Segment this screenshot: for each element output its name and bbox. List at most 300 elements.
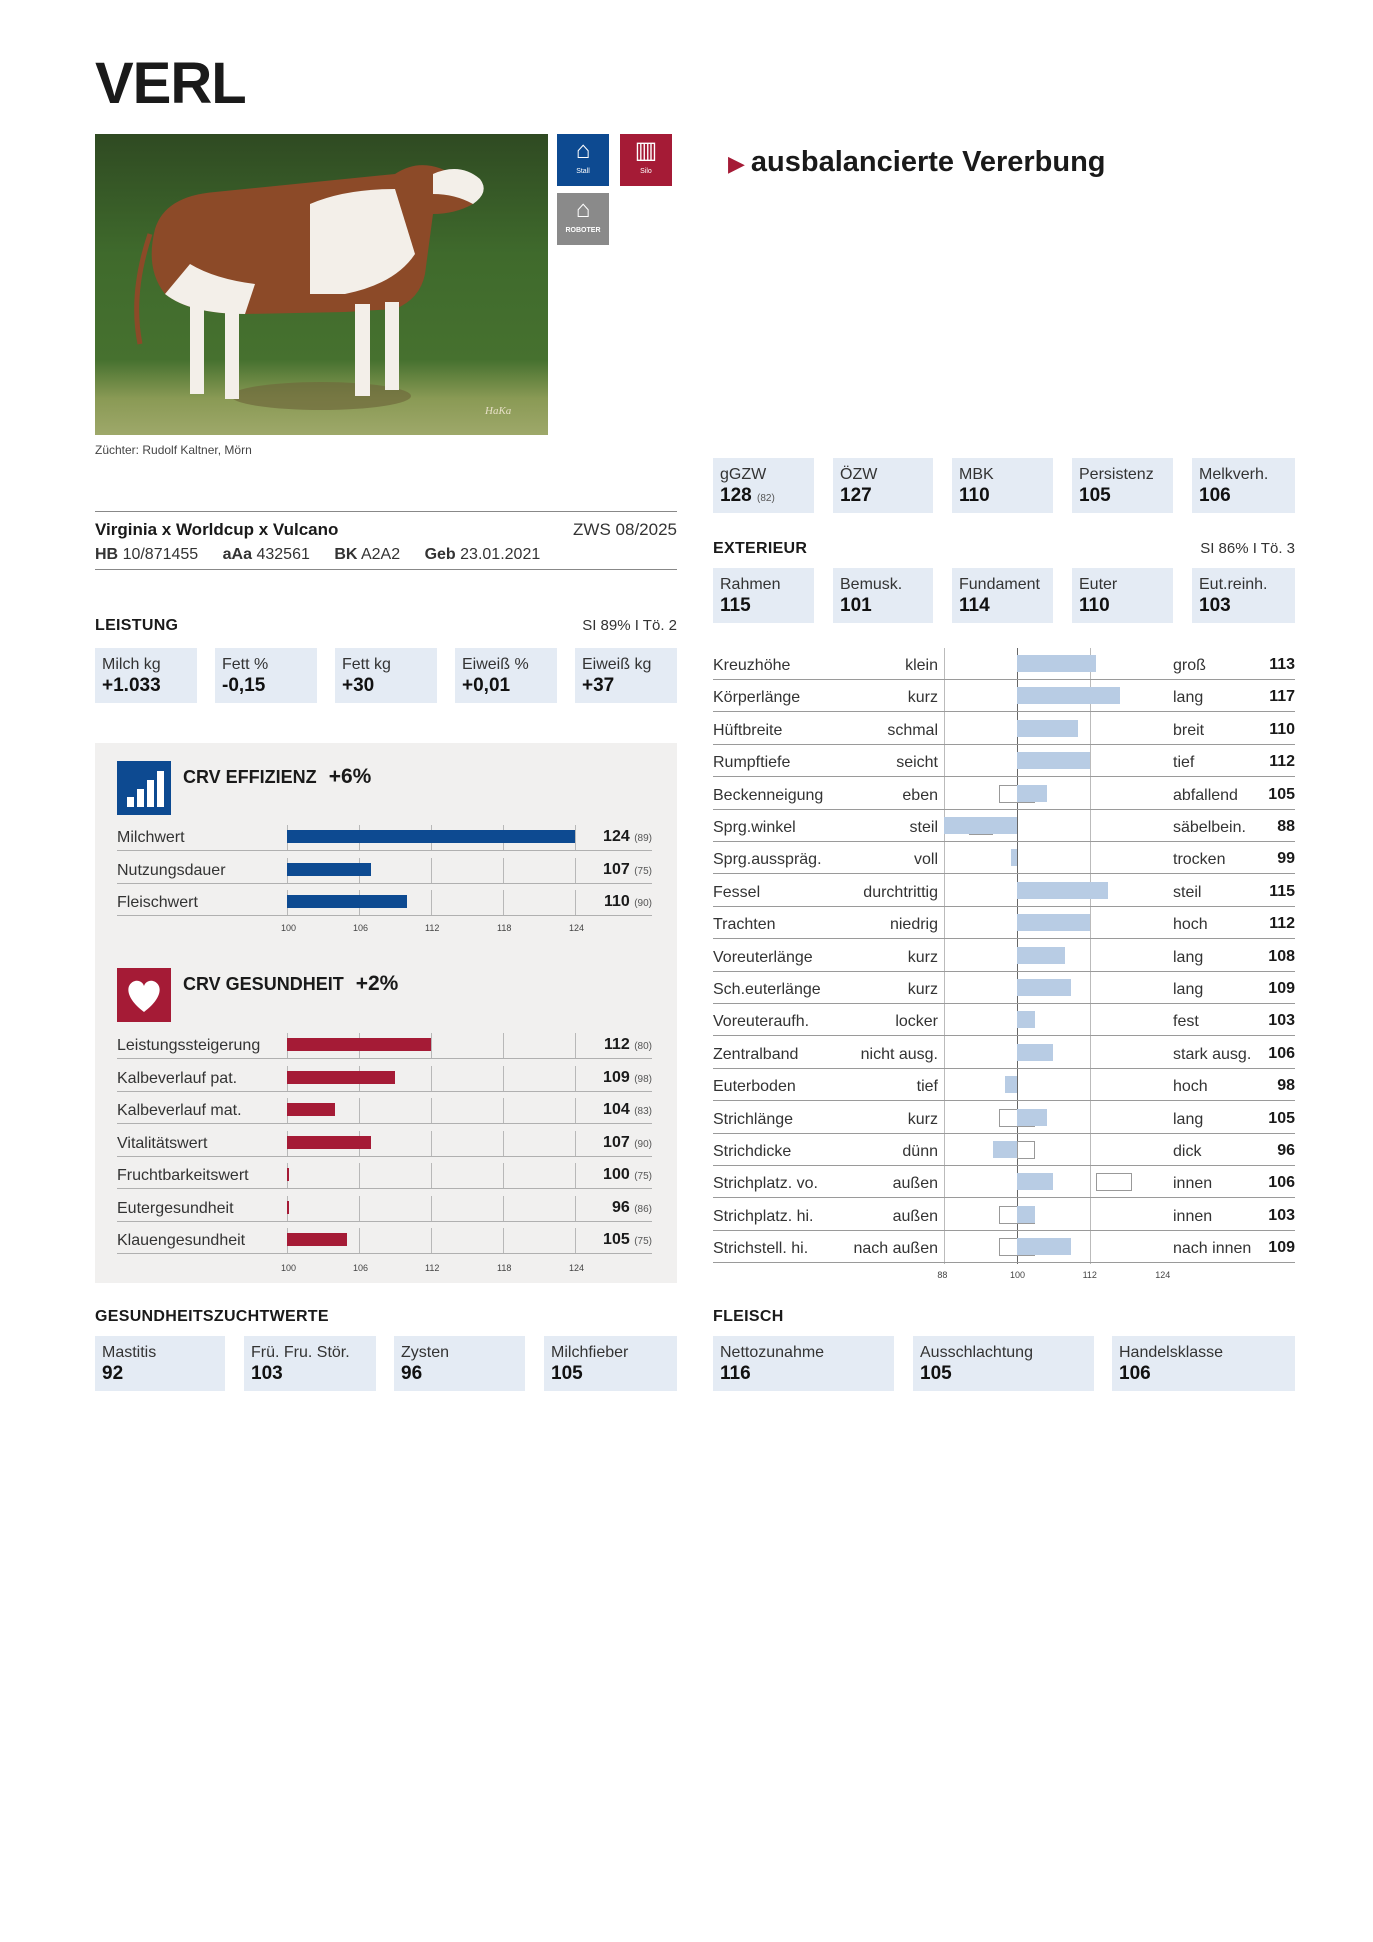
gesundheit-row-track — [287, 1098, 575, 1123]
linear-row — [713, 778, 1295, 810]
ext-bemusk — [833, 568, 933, 623]
box-label: gGZW — [720, 466, 767, 483]
gesundheit-row-track — [287, 1163, 575, 1188]
grid-line — [503, 1163, 504, 1188]
gesundheit-row — [117, 1163, 652, 1189]
leistung-si: SI 89% I Tö. 2 — [582, 617, 677, 634]
linear-trait-label: Fessel — [713, 883, 761, 901]
leistung-milch-kg — [95, 648, 197, 703]
box-label: Frü. Fru. Stör. — [251, 1344, 350, 1361]
ext-fundament — [952, 568, 1053, 623]
effizienz-row-value — [603, 828, 652, 846]
linear-low-label: kurz — [907, 1110, 938, 1128]
heart-icon — [117, 968, 171, 1022]
linear-high-label: tief — [1173, 754, 1195, 772]
grid-line — [431, 1228, 432, 1253]
ext-eutreinh — [1192, 568, 1295, 623]
crv-panel — [95, 743, 677, 1283]
box-value: 115 — [720, 595, 751, 616]
badge-caption: Stall — [576, 168, 590, 175]
linear-bar — [1017, 1206, 1035, 1223]
linear-value: 110 — [1269, 720, 1295, 738]
linear-trait-label: Euterboden — [713, 1078, 796, 1096]
linear-value: 105 — [1268, 1109, 1295, 1127]
linear-row — [713, 1199, 1295, 1231]
triangle-icon: ▶ — [728, 151, 745, 176]
linear-value: 105 — [1268, 785, 1295, 803]
effizienz-tick-label: 112 — [425, 923, 440, 933]
index-ggzw — [713, 458, 814, 513]
grid-line — [575, 858, 576, 883]
linear-high-label: nach innen — [1173, 1240, 1252, 1258]
index-reliability: (82) — [756, 493, 775, 504]
photo-credit: Züchter: Rudolf Kaltner, Mörn — [95, 443, 252, 457]
effizienz-row-label: Milchwert — [117, 829, 185, 846]
linear-trait-label: Körperlänge — [713, 689, 801, 707]
effizienz-row-value — [604, 893, 652, 911]
grid-line — [575, 1033, 576, 1058]
linear-high-label: groß — [1173, 657, 1206, 674]
fleisch-handelsklasse — [1112, 1336, 1295, 1391]
value-text: 96 — [611, 1198, 630, 1216]
box-label: Eiweiß kg — [582, 656, 652, 673]
aaa-label: aAa — [222, 546, 253, 563]
gesundheit-bar — [287, 1168, 289, 1181]
box-label: ÖZW — [840, 466, 878, 483]
box-value: 114 — [959, 595, 990, 616]
linear-high-label: lang — [1173, 689, 1204, 707]
box-value: 106 — [1119, 1363, 1151, 1384]
gesundheit-title — [183, 972, 398, 996]
box-label: Rahmen — [720, 576, 781, 593]
linear-low-label: nicht ausg. — [860, 1045, 938, 1063]
reliability: (80) — [634, 1041, 652, 1052]
linear-low-label: niedrig — [889, 916, 938, 934]
grid-line — [503, 890, 504, 915]
linear-row — [713, 1069, 1295, 1101]
linear-trait-label: Kreuzhöhe — [713, 657, 791, 674]
linear-bar — [993, 1141, 1017, 1158]
linear-bar — [1017, 752, 1090, 769]
gesundheit-bar — [287, 1201, 289, 1214]
ext-euter — [1072, 568, 1173, 623]
grid-line — [431, 1033, 432, 1058]
gesundheit-row — [117, 1098, 652, 1124]
box-label: Fett % — [222, 656, 269, 673]
linear-row — [713, 875, 1295, 907]
box-value: 103 — [251, 1363, 283, 1384]
gesundheit-title-text: CRV GESUNDHEIT — [183, 974, 344, 994]
index-mbk — [952, 458, 1053, 513]
effizienz-row — [117, 890, 652, 916]
gesundheit-row — [117, 1131, 652, 1157]
linear-high-label: steil — [1173, 883, 1202, 901]
gesundheit-row — [117, 1196, 652, 1222]
grid-line — [431, 1131, 432, 1156]
gesundheit-row — [117, 1228, 652, 1254]
gesundheitszuchtwerte-title: GESUNDHEITSZUCHTWERTE — [95, 1308, 329, 1325]
linear-low-label: steil — [909, 819, 938, 836]
linear-bar — [1017, 1238, 1071, 1255]
linear-value: 96 — [1277, 1142, 1295, 1159]
gesundheit-tick-label: 106 — [353, 1263, 369, 1273]
linear-row — [713, 1037, 1295, 1069]
grid-line — [359, 1196, 360, 1221]
linear-row — [713, 745, 1295, 777]
linear-value: 112 — [1269, 753, 1295, 771]
box-label: Mastitis — [102, 1344, 157, 1361]
box-value: 105 — [920, 1363, 952, 1384]
gesundheit-tick-label: 124 — [569, 1263, 585, 1273]
linear-high-label: fest — [1173, 1013, 1199, 1031]
gzw-mastitis — [95, 1336, 225, 1391]
linear-bar — [1017, 655, 1096, 672]
grid-line — [503, 1131, 504, 1156]
linear-bar — [1017, 1109, 1047, 1126]
linear-row — [713, 1134, 1295, 1166]
linear-high-label: säbelbein. — [1173, 819, 1246, 836]
linear-low-label: eben — [902, 786, 938, 804]
index-value: 128 — [720, 485, 752, 506]
linear-low-label: locker — [895, 1013, 938, 1031]
linear-row — [713, 1102, 1295, 1134]
exterieur-title: EXTERIEUR — [713, 540, 808, 557]
box-label: Zysten — [401, 1344, 450, 1361]
linear-high-label: breit — [1173, 721, 1205, 739]
gesundheit-row-label: Kalbeverlauf mat. — [117, 1102, 242, 1119]
box-value: 127 — [840, 485, 872, 506]
box-value: 101 — [840, 595, 872, 616]
gesundheit-row-label: Leistungssteigerung — [117, 1037, 261, 1054]
value-text: 124 — [603, 828, 630, 845]
linear-trait-label: Zentralband — [713, 1045, 799, 1063]
value-text: 107 — [603, 860, 630, 878]
linear-row — [713, 1004, 1295, 1036]
headline-text: ausbalancierte Vererbung — [750, 146, 1106, 178]
box-label: Melkverh. — [1199, 466, 1269, 483]
effizienz-tick-label: 118 — [497, 923, 512, 933]
linear-value: 103 — [1268, 1012, 1295, 1030]
reliability: (90) — [634, 1138, 652, 1150]
bull-name-title: VERL — [95, 51, 246, 116]
box-label: Fundament — [959, 576, 1040, 593]
hb-number: 10/871455 — [122, 546, 199, 563]
linear-low-label: schmal — [887, 721, 938, 739]
heart-icon-box — [117, 968, 171, 1022]
box-value: 110 — [959, 485, 990, 506]
linear-trait-label: Voreuterlänge — [713, 948, 813, 966]
grid-line — [431, 890, 432, 915]
linear-trait-label: Strichdicke — [713, 1143, 792, 1160]
bull-illustration — [95, 134, 548, 435]
linear-value: 106 — [1268, 1044, 1295, 1062]
linear-high-label: hoch — [1173, 1078, 1208, 1096]
box-value: +1.033 — [102, 675, 161, 696]
linear-high-label: trocken — [1173, 851, 1226, 869]
linear-low-label: außen — [892, 1175, 938, 1193]
box-label: Eut.reinh. — [1199, 576, 1268, 593]
gesundheit-row-label: Fruchtbarkeitswert — [117, 1167, 249, 1184]
value-text: 112 — [603, 1036, 630, 1053]
bk-value: A2A2 — [360, 546, 401, 563]
gesundheit-tick-label: 100 — [281, 1263, 297, 1273]
effizienz-percent: +6% — [328, 765, 372, 788]
effizienz-tick-label: 106 — [353, 923, 369, 933]
grid-line — [503, 1196, 504, 1221]
grid-line — [503, 1066, 504, 1091]
effizienz-row-track — [287, 825, 575, 850]
value-text: 109 — [603, 1068, 630, 1086]
gesundheit-percent: +2% — [355, 972, 399, 995]
linear-low-label: kurz — [907, 689, 938, 707]
effizienz-row — [117, 858, 652, 884]
linear-high-label: lang — [1173, 1110, 1204, 1128]
linear-high-label: dick — [1173, 1143, 1202, 1160]
exterieur-si: SI 86% I Tö. 3 — [1200, 540, 1295, 557]
grid-line — [575, 1098, 576, 1123]
gesundheit-bar — [287, 1233, 347, 1246]
box-value: 105 — [551, 1363, 583, 1384]
linear-row — [713, 907, 1295, 939]
grid-line — [503, 1033, 504, 1058]
box-value: 116 — [720, 1363, 751, 1384]
linear-high-label: innen — [1173, 1207, 1213, 1225]
divider — [95, 511, 677, 512]
grid-line — [575, 825, 576, 850]
linear-value: 112 — [1269, 915, 1295, 933]
box-label: Fett kg — [342, 656, 391, 673]
gesundheit-row — [117, 1033, 652, 1059]
effizienz-row-label: Nutzungsdauer — [117, 861, 226, 879]
linear-high-label: lang — [1173, 948, 1204, 966]
index-ozw — [833, 458, 933, 513]
linear-trait-label: Strichplatz. vo. — [713, 1175, 818, 1193]
linear-low-label: klein — [905, 657, 938, 674]
identifiers — [95, 546, 540, 564]
gesundheit-row — [117, 1066, 652, 1092]
linear-bar — [1011, 849, 1017, 866]
gesundheit-tick-label: 112 — [425, 1263, 440, 1273]
gesundheit-row-value — [603, 1231, 652, 1249]
linear-high-label: lang — [1173, 981, 1204, 998]
linear-row — [713, 648, 1295, 680]
linear-low-label: seicht — [896, 754, 938, 772]
linear-row — [713, 1166, 1295, 1198]
reliability: (83) — [634, 1106, 652, 1117]
gesundheit-row-value — [603, 1166, 652, 1184]
linear-low-label: kurz — [907, 981, 938, 998]
linear-tick-label: 100 — [1010, 1269, 1026, 1280]
grid-line — [503, 1098, 504, 1123]
svg-text:HaKa: HaKa — [485, 405, 512, 417]
linear-value: 99 — [1277, 850, 1295, 868]
linear-value: 98 — [1277, 1077, 1295, 1095]
linear-low-label: kurz — [907, 948, 938, 966]
value-text: 100 — [603, 1166, 630, 1183]
effizienz-tick-label: 100 — [281, 923, 297, 933]
box-value: 92 — [102, 1363, 124, 1384]
box-value: +0,01 — [462, 675, 511, 696]
linear-optimum-box — [1096, 1173, 1132, 1191]
hb-label: HB — [95, 546, 119, 563]
box-label: Nettozunahme — [720, 1344, 825, 1361]
grid-line — [431, 1098, 432, 1123]
box-label: Ausschlachtung — [920, 1344, 1033, 1361]
reliability: (75) — [634, 865, 652, 877]
linear-value: 109 — [1268, 980, 1295, 997]
fleisch-ausschlachtung — [913, 1336, 1094, 1391]
grid-line — [575, 1131, 576, 1156]
linear-row — [713, 972, 1295, 1004]
value-text: 105 — [603, 1231, 630, 1248]
linear-trait-label: Strichplatz. hi. — [713, 1207, 814, 1225]
birth-date: 23.01.2021 — [460, 546, 541, 563]
linear-tick-label: 112 — [1082, 1269, 1097, 1280]
grid-line — [431, 1163, 432, 1188]
box-value: +37 — [582, 675, 615, 696]
linear-value: 88 — [1277, 818, 1295, 835]
gesundheit-bar — [287, 1038, 431, 1051]
linear-low-label: voll — [913, 851, 938, 869]
box-value: 103 — [1199, 595, 1231, 616]
gzw-milchfieber — [544, 1336, 677, 1391]
gesundheit-row-value — [604, 1036, 652, 1054]
linear-tick-label: 124 — [1155, 1269, 1171, 1280]
linear-bar — [1005, 1076, 1017, 1093]
linear-bar — [944, 817, 1017, 834]
gzw-zysten — [394, 1336, 525, 1391]
badge-caption: Silo — [640, 168, 652, 175]
leistung-eiweiss-kg — [575, 648, 677, 703]
box-value: 106 — [1199, 485, 1231, 506]
gzw-frue-fru-stoer — [244, 1336, 376, 1391]
box-label: MBK — [959, 466, 994, 483]
linear-row — [713, 842, 1295, 874]
grid-line — [359, 1098, 360, 1123]
linear-row — [713, 810, 1295, 842]
reliability: (90) — [634, 898, 652, 909]
linear-bar — [1017, 947, 1065, 964]
divider — [95, 569, 677, 570]
grid-line — [575, 1228, 576, 1253]
box-label: Persistenz — [1079, 466, 1154, 483]
linear-value: 108 — [1268, 947, 1295, 965]
zws-date: ZWS 08/2025 — [573, 520, 677, 539]
linear-row — [713, 1231, 1295, 1263]
robot-icon: ⌂ — [575, 196, 591, 223]
bk-label: BK — [334, 546, 358, 563]
leistung-title: LEISTUNG — [95, 617, 179, 634]
box-label: Bemusk. — [840, 576, 903, 593]
linear-trait-label: Beckenneigung — [713, 786, 824, 804]
fleisch-nettozunahme — [713, 1336, 894, 1391]
linear-value: 109 — [1268, 1239, 1295, 1257]
linear-trait-label: Trachten — [713, 916, 776, 934]
grid-line — [503, 1228, 504, 1253]
effizienz-title-text: CRV EFFIZIENZ — [183, 767, 317, 787]
gesundheit-row-value — [612, 1199, 652, 1217]
box-value: 96 — [401, 1363, 423, 1384]
gesundheit-row-value — [603, 1101, 652, 1119]
value-text: 107 — [603, 1133, 630, 1151]
linear-value: 113 — [1269, 656, 1295, 673]
effizienz-row-track — [287, 890, 575, 915]
linear-value: 115 — [1269, 882, 1295, 900]
headline — [728, 146, 1106, 179]
gesundheit-row-track — [287, 1196, 575, 1221]
leistung-fett-pct — [215, 648, 317, 703]
gesundheit-row-value — [603, 1134, 652, 1152]
linear-value: 117 — [1269, 688, 1295, 706]
grid-line — [503, 858, 504, 883]
linear-low-label: tief — [916, 1078, 938, 1096]
grid-line — [431, 1196, 432, 1221]
box-value: +30 — [342, 675, 375, 696]
box-value: 110 — [1079, 595, 1110, 616]
gesundheit-row-track — [287, 1228, 575, 1253]
box-label: Milch kg — [102, 656, 161, 673]
linear-bar — [1017, 1011, 1035, 1028]
effizienz-row-label: Fleischwert — [117, 894, 198, 911]
gesundheit-row-label: Vitalitätswert — [117, 1134, 208, 1152]
linear-high-label: hoch — [1173, 916, 1208, 934]
box-label: Milchfieber — [551, 1344, 629, 1361]
grid-line — [575, 1196, 576, 1221]
effizienz-row — [117, 825, 652, 851]
grid-line — [431, 858, 432, 883]
linear-low-label: nach außen — [853, 1240, 938, 1258]
effizienz-bar — [287, 895, 407, 908]
geb-label: Geb — [424, 546, 456, 563]
linear-tick-label: 88 — [937, 1269, 948, 1280]
box-label: Handelsklasse — [1119, 1344, 1224, 1361]
effizienz-tick-label: 124 — [569, 923, 585, 933]
reliability: (89) — [634, 833, 652, 844]
silo-badge — [620, 134, 672, 186]
linear-trait-label: Sprg.ausspräg. — [713, 851, 822, 869]
gesundheit-row-value — [603, 1069, 652, 1087]
linear-value: 103 — [1268, 1206, 1295, 1224]
grid-line — [431, 1066, 432, 1091]
linear-bar — [1017, 1044, 1053, 1061]
grid-line — [575, 1163, 576, 1188]
index-persistenz — [1072, 458, 1173, 513]
box-value — [720, 485, 807, 507]
gesundheit-row-label: Klauengesundheit — [117, 1232, 246, 1249]
box-label: Eiweiß % — [462, 656, 529, 673]
pedigree: Virginia x Worldcup x Vulcano — [95, 520, 339, 539]
linear-optimum-box — [1017, 1141, 1035, 1159]
effizienz-row-value — [603, 861, 652, 879]
reliability: (86) — [634, 1203, 652, 1215]
linear-bar — [1017, 720, 1078, 737]
gesundheit-row-label: Kalbeverlauf pat. — [117, 1069, 238, 1087]
linear-bar — [1017, 785, 1047, 802]
index-melkverh — [1192, 458, 1295, 513]
linear-bar — [1017, 979, 1071, 996]
value-text: 104 — [603, 1101, 630, 1118]
leistung-eiweiss-pct — [455, 648, 557, 703]
gesundheit-row-track — [287, 1066, 575, 1091]
linear-low-label: dünn — [902, 1143, 938, 1160]
linear-trait-label: Sch.euterlänge — [713, 981, 821, 998]
grid-line — [575, 890, 576, 915]
gesundheit-row-label: Eutergesundheit — [117, 1199, 234, 1217]
gesundheit-row-track — [287, 1131, 575, 1156]
barn-icon: ⌂ — [575, 137, 591, 164]
linear-high-label: stark ausg. — [1173, 1045, 1252, 1063]
linear-bar — [1017, 882, 1108, 899]
